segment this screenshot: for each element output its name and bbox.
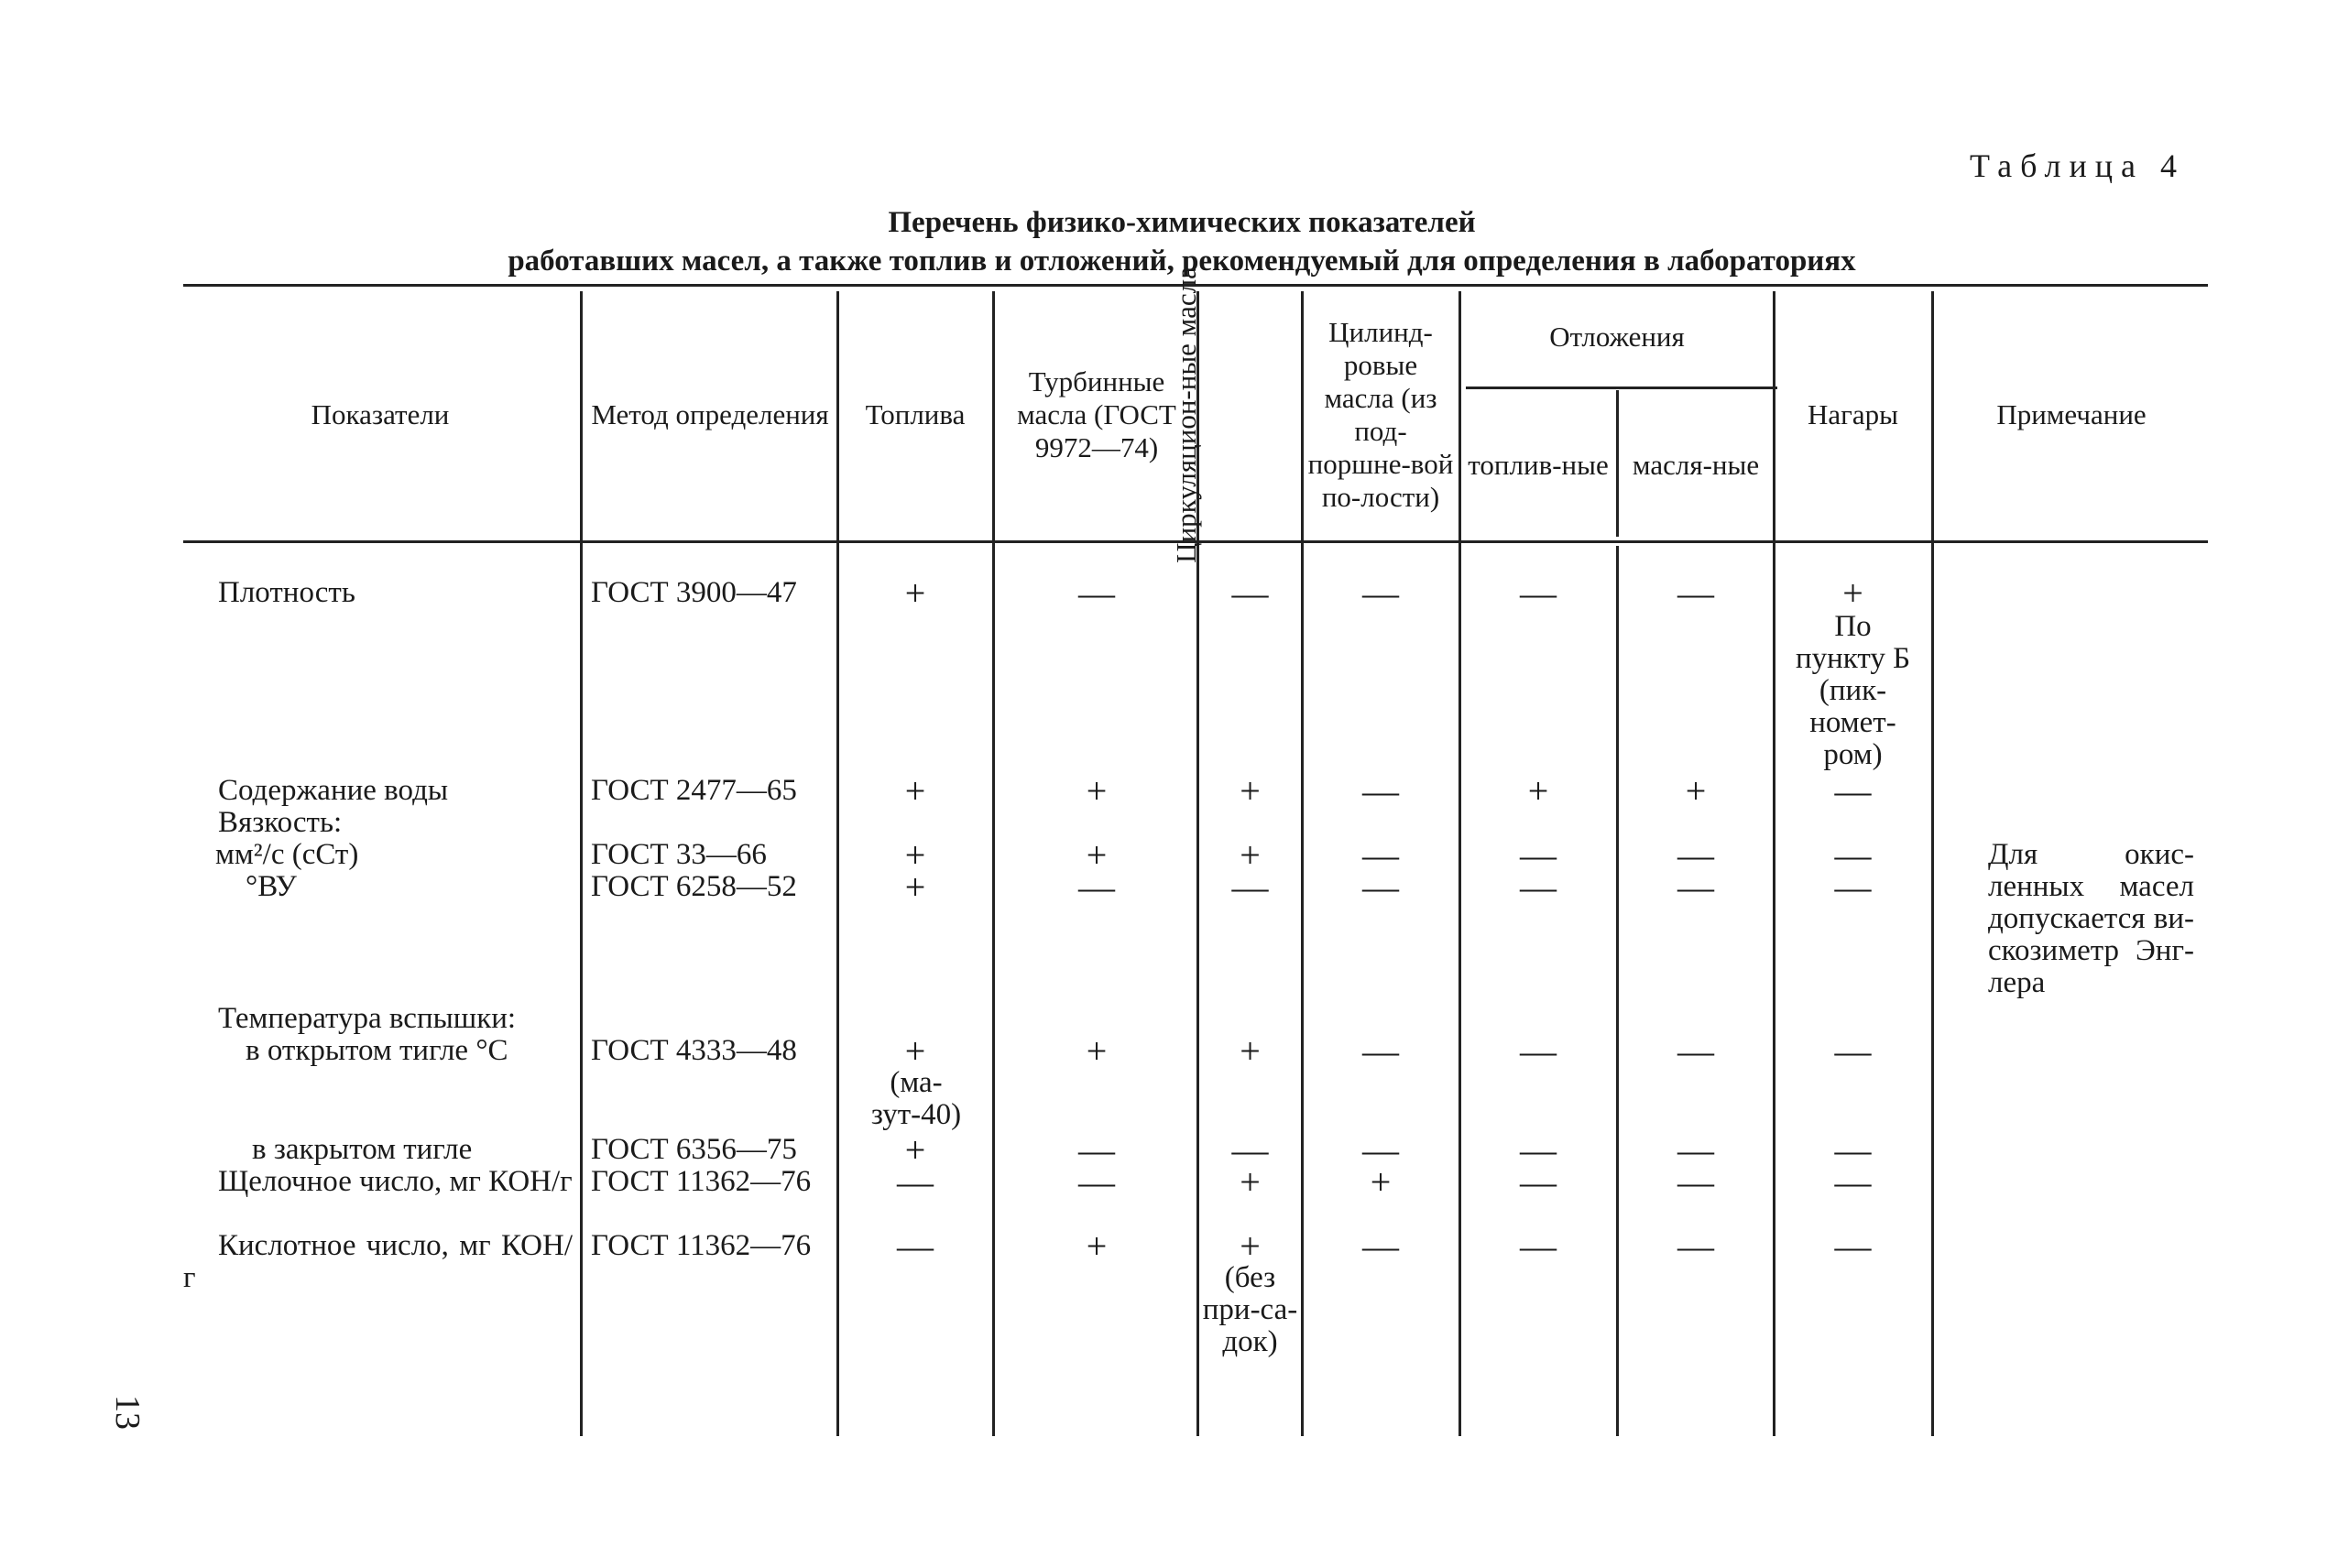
value-cell: — — [1677, 834, 1714, 876]
row-label: Плотность — [218, 576, 355, 609]
table-number: Таблица 4 — [1970, 147, 2185, 184]
header-carbon: Нагары — [1808, 398, 1898, 430]
method-cell: ГОСТ 2477—65 — [591, 774, 797, 807]
value-cell: — — [1078, 572, 1115, 614]
value-cell: — — [1834, 1030, 1872, 1072]
value-cell: — — [1520, 1030, 1557, 1072]
value-cell: — — [1520, 572, 1557, 614]
value-cell: + — [1240, 834, 1261, 876]
value-cell: — — [1231, 572, 1269, 614]
column-divider — [1616, 390, 1619, 537]
header-indicators: Показатели — [311, 398, 450, 430]
circulation-note: (без при-са-док) — [1202, 1261, 1298, 1358]
column-divider — [1931, 291, 1934, 1436]
value-cell: — — [1078, 1129, 1115, 1171]
value-cell: + — [904, 572, 926, 614]
value-cell: — — [1362, 1030, 1399, 1072]
value-cell: — — [1362, 770, 1399, 811]
header-deposits-oil: масля-ные — [1632, 449, 1760, 481]
note-cell: Для окис-ленных масел допускается ви-скозиметр Энг-лера — [1988, 838, 2194, 999]
method-cell: ГОСТ 3900—47 — [591, 576, 797, 609]
method-cell: ГОСТ 33—66 — [591, 838, 767, 871]
value-cell: + — [1685, 770, 1707, 811]
value-cell: — — [1834, 834, 1872, 876]
row-label: мм²/с (сСт) — [215, 838, 359, 871]
column-divider — [1301, 291, 1304, 1436]
header-method: Метод определения — [591, 398, 829, 430]
value-cell: + — [1240, 1225, 1261, 1267]
value-cell: + — [1240, 1030, 1261, 1072]
value-cell: + — [1086, 834, 1108, 876]
value-cell: — — [1520, 866, 1557, 908]
value-cell: — — [1677, 866, 1714, 908]
value-cell: — — [1834, 1225, 1872, 1267]
value-cell: + — [904, 866, 926, 908]
value-cell: — — [1677, 1030, 1714, 1072]
value-cell: — — [1362, 572, 1399, 614]
value-cell: — — [1677, 1225, 1714, 1267]
value-cell: — — [1677, 1161, 1714, 1203]
row-group-heading: Температура вспышки: — [218, 1002, 517, 1035]
value-cell: + — [1086, 1225, 1108, 1267]
column-divider — [580, 291, 583, 1436]
value-cell: — — [1677, 1129, 1714, 1171]
value-cell: — — [897, 1225, 934, 1267]
header-deposits-fuel: топлив-ные — [1468, 449, 1609, 481]
value-cell: — — [897, 1161, 934, 1203]
value-cell: + — [1370, 1161, 1392, 1203]
value-cell: + — [904, 834, 926, 876]
value-cell: — — [1362, 834, 1399, 876]
row-label: Щелочное число, мг КОН/г — [218, 1165, 573, 1198]
value-cell: + — [1842, 572, 1863, 614]
column-divider — [1458, 291, 1461, 1436]
header-notes: Примечание — [1996, 398, 2147, 430]
value-cell: — — [1520, 834, 1557, 876]
value-cell: — — [1520, 1225, 1557, 1267]
row-label: в открытом тигле °С — [246, 1034, 508, 1067]
row-label: °ВУ — [246, 870, 297, 903]
value-cell: — — [1834, 1161, 1872, 1203]
deposits-subheader-rule — [1466, 387, 1777, 389]
method-cell: ГОСТ 4333—48 — [591, 1034, 797, 1067]
value-cell: — — [1362, 1225, 1399, 1267]
header-fuels: Топлива — [865, 398, 966, 430]
method-cell: ГОСТ 6356—75 — [591, 1133, 797, 1166]
column-divider — [836, 291, 839, 1436]
header-cylinder-oils: Цилинд-ровые масла (из под-поршне-вой по-лости) — [1307, 316, 1454, 513]
row-label: Кислотное число, мг КОН/г — [183, 1229, 573, 1294]
header-circulation-oils: Циркуляцион-ные масла — [1169, 267, 1202, 563]
value-cell: — — [1677, 572, 1714, 614]
value-cell: + — [1240, 1161, 1261, 1203]
value-cell: — — [1078, 866, 1115, 908]
column-divider — [992, 291, 995, 1436]
value-cell: — — [1078, 1161, 1115, 1203]
table-title-line-1: Перечень физико-химических показателей — [888, 206, 1476, 239]
value-cell: + — [1527, 770, 1549, 811]
row-label: Содержание воды — [218, 774, 449, 807]
value-cell: + — [904, 1129, 926, 1171]
value-cell: + — [904, 770, 926, 811]
method-cell: ГОСТ 6258—52 — [591, 870, 797, 903]
row-group-heading: Вязкость: — [218, 806, 343, 839]
row-label: в закрытом тигле — [252, 1133, 473, 1166]
method-cell: ГОСТ 11362—76 — [591, 1229, 812, 1262]
value-cell: — — [1834, 866, 1872, 908]
method-cell: ГОСТ 11362—76 — [591, 1165, 812, 1198]
value-cell: + — [1086, 770, 1108, 811]
value-cell: — — [1520, 1129, 1557, 1171]
carbon-method-note: По пункту Б (пик-номет-ром) — [1795, 610, 1911, 771]
value-cell: + — [1240, 770, 1261, 811]
header-turbine-oils: Турбинные масла (ГОСТ 9972—74) — [1017, 365, 1176, 463]
value-cell: — — [1834, 1129, 1872, 1171]
value-cell: — — [1362, 1129, 1399, 1171]
fuels-note: (ма-зут-40) — [870, 1066, 962, 1131]
value-cell: — — [1520, 1161, 1557, 1203]
value-cell: — — [1834, 770, 1872, 811]
value-cell: — — [1231, 1129, 1269, 1171]
column-divider — [1616, 546, 1619, 1436]
value-cell: — — [1231, 866, 1269, 908]
value-cell: + — [1086, 1030, 1108, 1072]
page-number: 13 — [108, 1395, 147, 1430]
header-deposits: Отложения — [1549, 321, 1685, 353]
value-cell: + — [904, 1030, 926, 1072]
column-divider — [1773, 291, 1775, 1436]
table-title-line-2: работавших масел, а также топлив и отложений, рекомендуемый для определения в лабораториях — [508, 245, 1856, 278]
value-cell: — — [1362, 866, 1399, 908]
